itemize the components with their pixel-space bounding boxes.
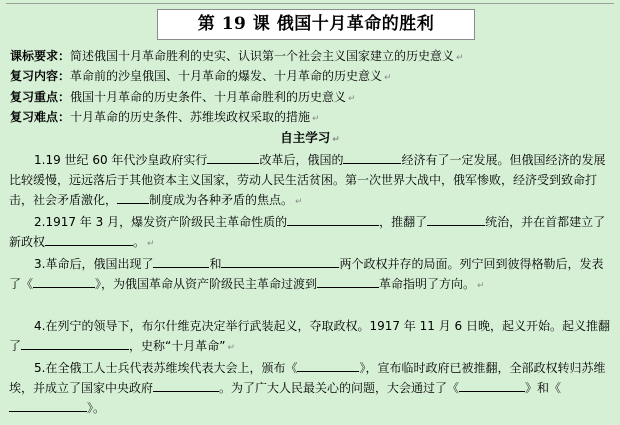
section-title-text: 自主学习 (280, 130, 331, 145)
return-mark: ↵ (477, 281, 485, 291)
q5-text-b: 》，宣布临时政府已被推翻，全部政权转归苏维埃，并成立了国家中央政府 (9, 361, 606, 395)
q1-text-a: 1.19 世纪 60 年代沙皇政府实行 (34, 153, 208, 167)
question-4 (9, 316, 612, 358)
meta-text: 俄国十月革命的历史条件、十月革命胜利的历史意义 (70, 90, 347, 104)
q2-text-d: 。 (133, 235, 146, 249)
answer-blank[interactable] (33, 274, 95, 288)
meta-text: 革命前的沙皇俄国、十月革命的爆发、十月革命的历史意义 (70, 69, 383, 83)
return-mark: ↵ (147, 239, 155, 249)
answer-blank[interactable] (45, 232, 133, 246)
q3-text-b: 和 (209, 257, 222, 271)
meta-review-content (10, 68, 392, 87)
return-mark: ↵ (332, 135, 340, 145)
return-mark: ↵ (348, 94, 356, 104)
meta-text: 十月革命的历史条件、苏维埃政权采取的措施 (70, 110, 311, 124)
q5-text-d: 》和《 (525, 381, 562, 395)
q2-text-c: 统治，并在首都建立了新政权 (9, 215, 606, 249)
q5-text-c: 。为了广大人民最关心的问题，大会通过了《 (219, 381, 460, 395)
q5-text-a: 5.在全俄工人士兵代表苏维埃代表大会上，颁布《 (34, 361, 298, 375)
q5-text-e: 》。 (87, 401, 106, 415)
answer-blank[interactable] (427, 212, 485, 226)
question-2 (9, 212, 612, 254)
top-rule (6, 3, 614, 4)
return-mark: ↵ (227, 343, 235, 353)
q2-text-a: 2.1917 年 3 月，爆发资产阶级民主革命性质的 (34, 215, 288, 229)
return-mark: ↵ (312, 114, 320, 124)
answer-blank[interactable] (21, 336, 129, 350)
answer-blank[interactable] (153, 378, 219, 392)
answer-blank[interactable] (221, 254, 339, 268)
meta-label: 课标要求： (10, 49, 71, 63)
q4-text-a: 4.在列宁的领导下，布尔什维克决定举行武装起义，夺取政权。1917 年 11 月 6 日晚，起义开始。起义推翻了 (9, 319, 610, 353)
q1-text-b: 改革后，俄国的 (259, 153, 344, 167)
q3-text-c: 两个政权并存的局面。列宁回到彼得格勒后，发表了《 (9, 257, 604, 291)
q1-text-d: 制度成为各种矛盾的焦点。 (149, 193, 294, 207)
answer-blank[interactable] (117, 190, 149, 204)
q3-text-d: 》，为俄国革命从资产阶级民主革命过渡到 (95, 277, 318, 291)
answer-blank[interactable] (459, 378, 525, 392)
return-mark: ↵ (384, 73, 392, 83)
meta-label: 复习难点： (10, 110, 71, 124)
section-title-self-study (0, 130, 620, 148)
answer-blank[interactable] (317, 274, 379, 288)
answer-blank[interactable] (207, 150, 259, 164)
answer-blank[interactable] (287, 212, 379, 226)
answer-blank[interactable] (343, 150, 401, 164)
return-mark: ↵ (456, 53, 464, 63)
q4-text-b: ，史称“十月革命” (129, 339, 226, 353)
meta-label: 复习重点： (10, 90, 71, 104)
answer-blank[interactable] (9, 398, 87, 412)
meta-text: 简述俄国十月革命胜利的史实、认识第一个社会主义国家建立的历史意义 (70, 49, 455, 63)
meta-key-points (10, 89, 356, 108)
meta-curriculum-requirement (10, 48, 464, 67)
lesson-title: 第 19 课 俄国十月革命的胜利 (157, 9, 475, 40)
meta-difficult-points (10, 109, 320, 128)
q3-text-e: 革命指明了方向。 (379, 277, 476, 291)
question-1 (9, 150, 612, 212)
question-3 (9, 254, 612, 296)
answer-blank[interactable] (297, 358, 359, 372)
q1-text-c: 经济有了一定发展。但俄国经济的发展比较缓慢，远远落后于其他资本主义国家，劳动人民生活贫困。第一次世界大战中，俄军惨败，经济受到致命打击，社会矛盾激化， (9, 153, 606, 207)
answer-blank[interactable] (153, 254, 209, 268)
q2-text-b: ，推翻了 (379, 215, 428, 229)
return-mark: ↵ (295, 197, 303, 207)
question-5 (9, 358, 612, 418)
q3-text-a: 3.革命后，俄国出现了 (34, 257, 154, 271)
meta-label: 复习内容： (10, 69, 71, 83)
